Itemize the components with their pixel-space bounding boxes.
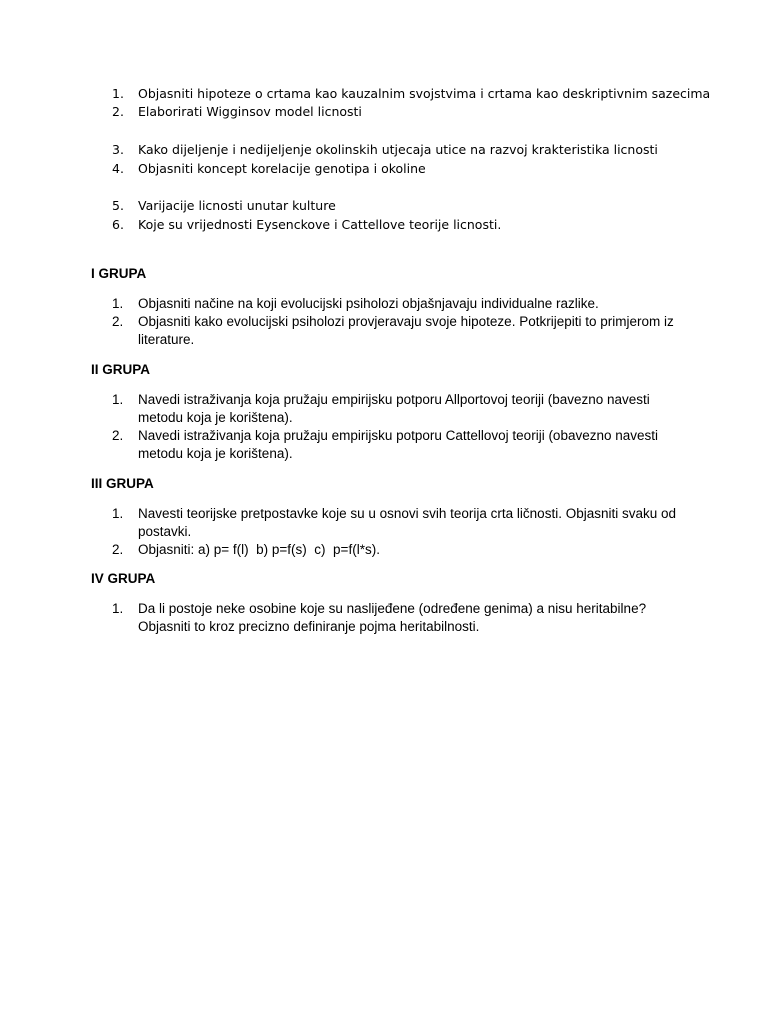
intro-question-text: Objasniti koncept korelacije genotipa i okoline [138, 161, 426, 176]
group-heading-4: IV GRUPA [91, 571, 156, 586]
intro-question-number: 3. [112, 142, 124, 157]
question-text: Objasniti kako evolucijski psiholozi provjeravaju svoje hipoteze. Potkrijepiti to primjerom iz literature. [138, 314, 674, 347]
question-text: Objasniti: a) p= f(l) b) p=f(s) c) p=f(l*s). [138, 542, 380, 557]
group-heading-3: III GRUPA [91, 476, 154, 491]
intro-question-text: Kako dijeljenje i nedijeljenje okolinskih utjecaja utice na razvoj krakteristika licnosti [138, 142, 658, 157]
question-text: Navedi istraživanja koja pružaju empirijsku potporu Cattellovoj teoriji (obavezno navesti metodu koja je korištena). [138, 428, 659, 461]
question-text: Navesti teorijske pretpostavke koje su u osnovi svih teorija crta ličnosti. Objasniti svaku od postavki. [138, 506, 676, 539]
intro-question-text: Objasniti hipoteze o crtama kao kauzalnim svojstvima i crtama kao deskriptivnim sazecima [138, 86, 711, 101]
question-number: 1. [112, 506, 124, 521]
intro-question-number: 1. [112, 86, 124, 101]
question-number: 1. [112, 392, 124, 407]
intro-question-number: 5. [112, 198, 124, 213]
question-text: Objasniti načine na koji evolucijski psiholozi objašnjavaju individualne razlike. [138, 296, 599, 311]
intro-question-number: 6. [112, 217, 124, 232]
intro-question-text: Elaborirati Wigginsov model licnosti [138, 104, 362, 119]
intro-question-text: Varijacije licnosti unutar kulture [138, 198, 336, 213]
group-heading-2: II GRUPA [91, 362, 151, 377]
question-number: 2. [112, 314, 124, 329]
intro-question-number: 2. [112, 104, 124, 119]
question-number: 1. [112, 296, 124, 311]
intro-question-number: 4. [112, 161, 124, 176]
question-text: Navedi istraživanja koja pružaju empirijsku potporu Allportovoj teoriji (bavezno navesti metodu koja je korištena). [138, 392, 650, 425]
question-text: Da li postoje neke osobine koje su naslijeđene (određene genima) a nisu heritabilne? Objasniti to kroz precizno definiranje pojma heritabilnosti. [138, 601, 647, 634]
intro-question-text: Koje su vrijednosti Eysenckove i Cattellove teorije licnosti. [138, 217, 502, 232]
question-number: 1. [112, 601, 124, 616]
question-number: 2. [112, 428, 124, 443]
group-heading-1: I GRUPA [91, 266, 147, 281]
question-number: 2. [112, 542, 124, 557]
